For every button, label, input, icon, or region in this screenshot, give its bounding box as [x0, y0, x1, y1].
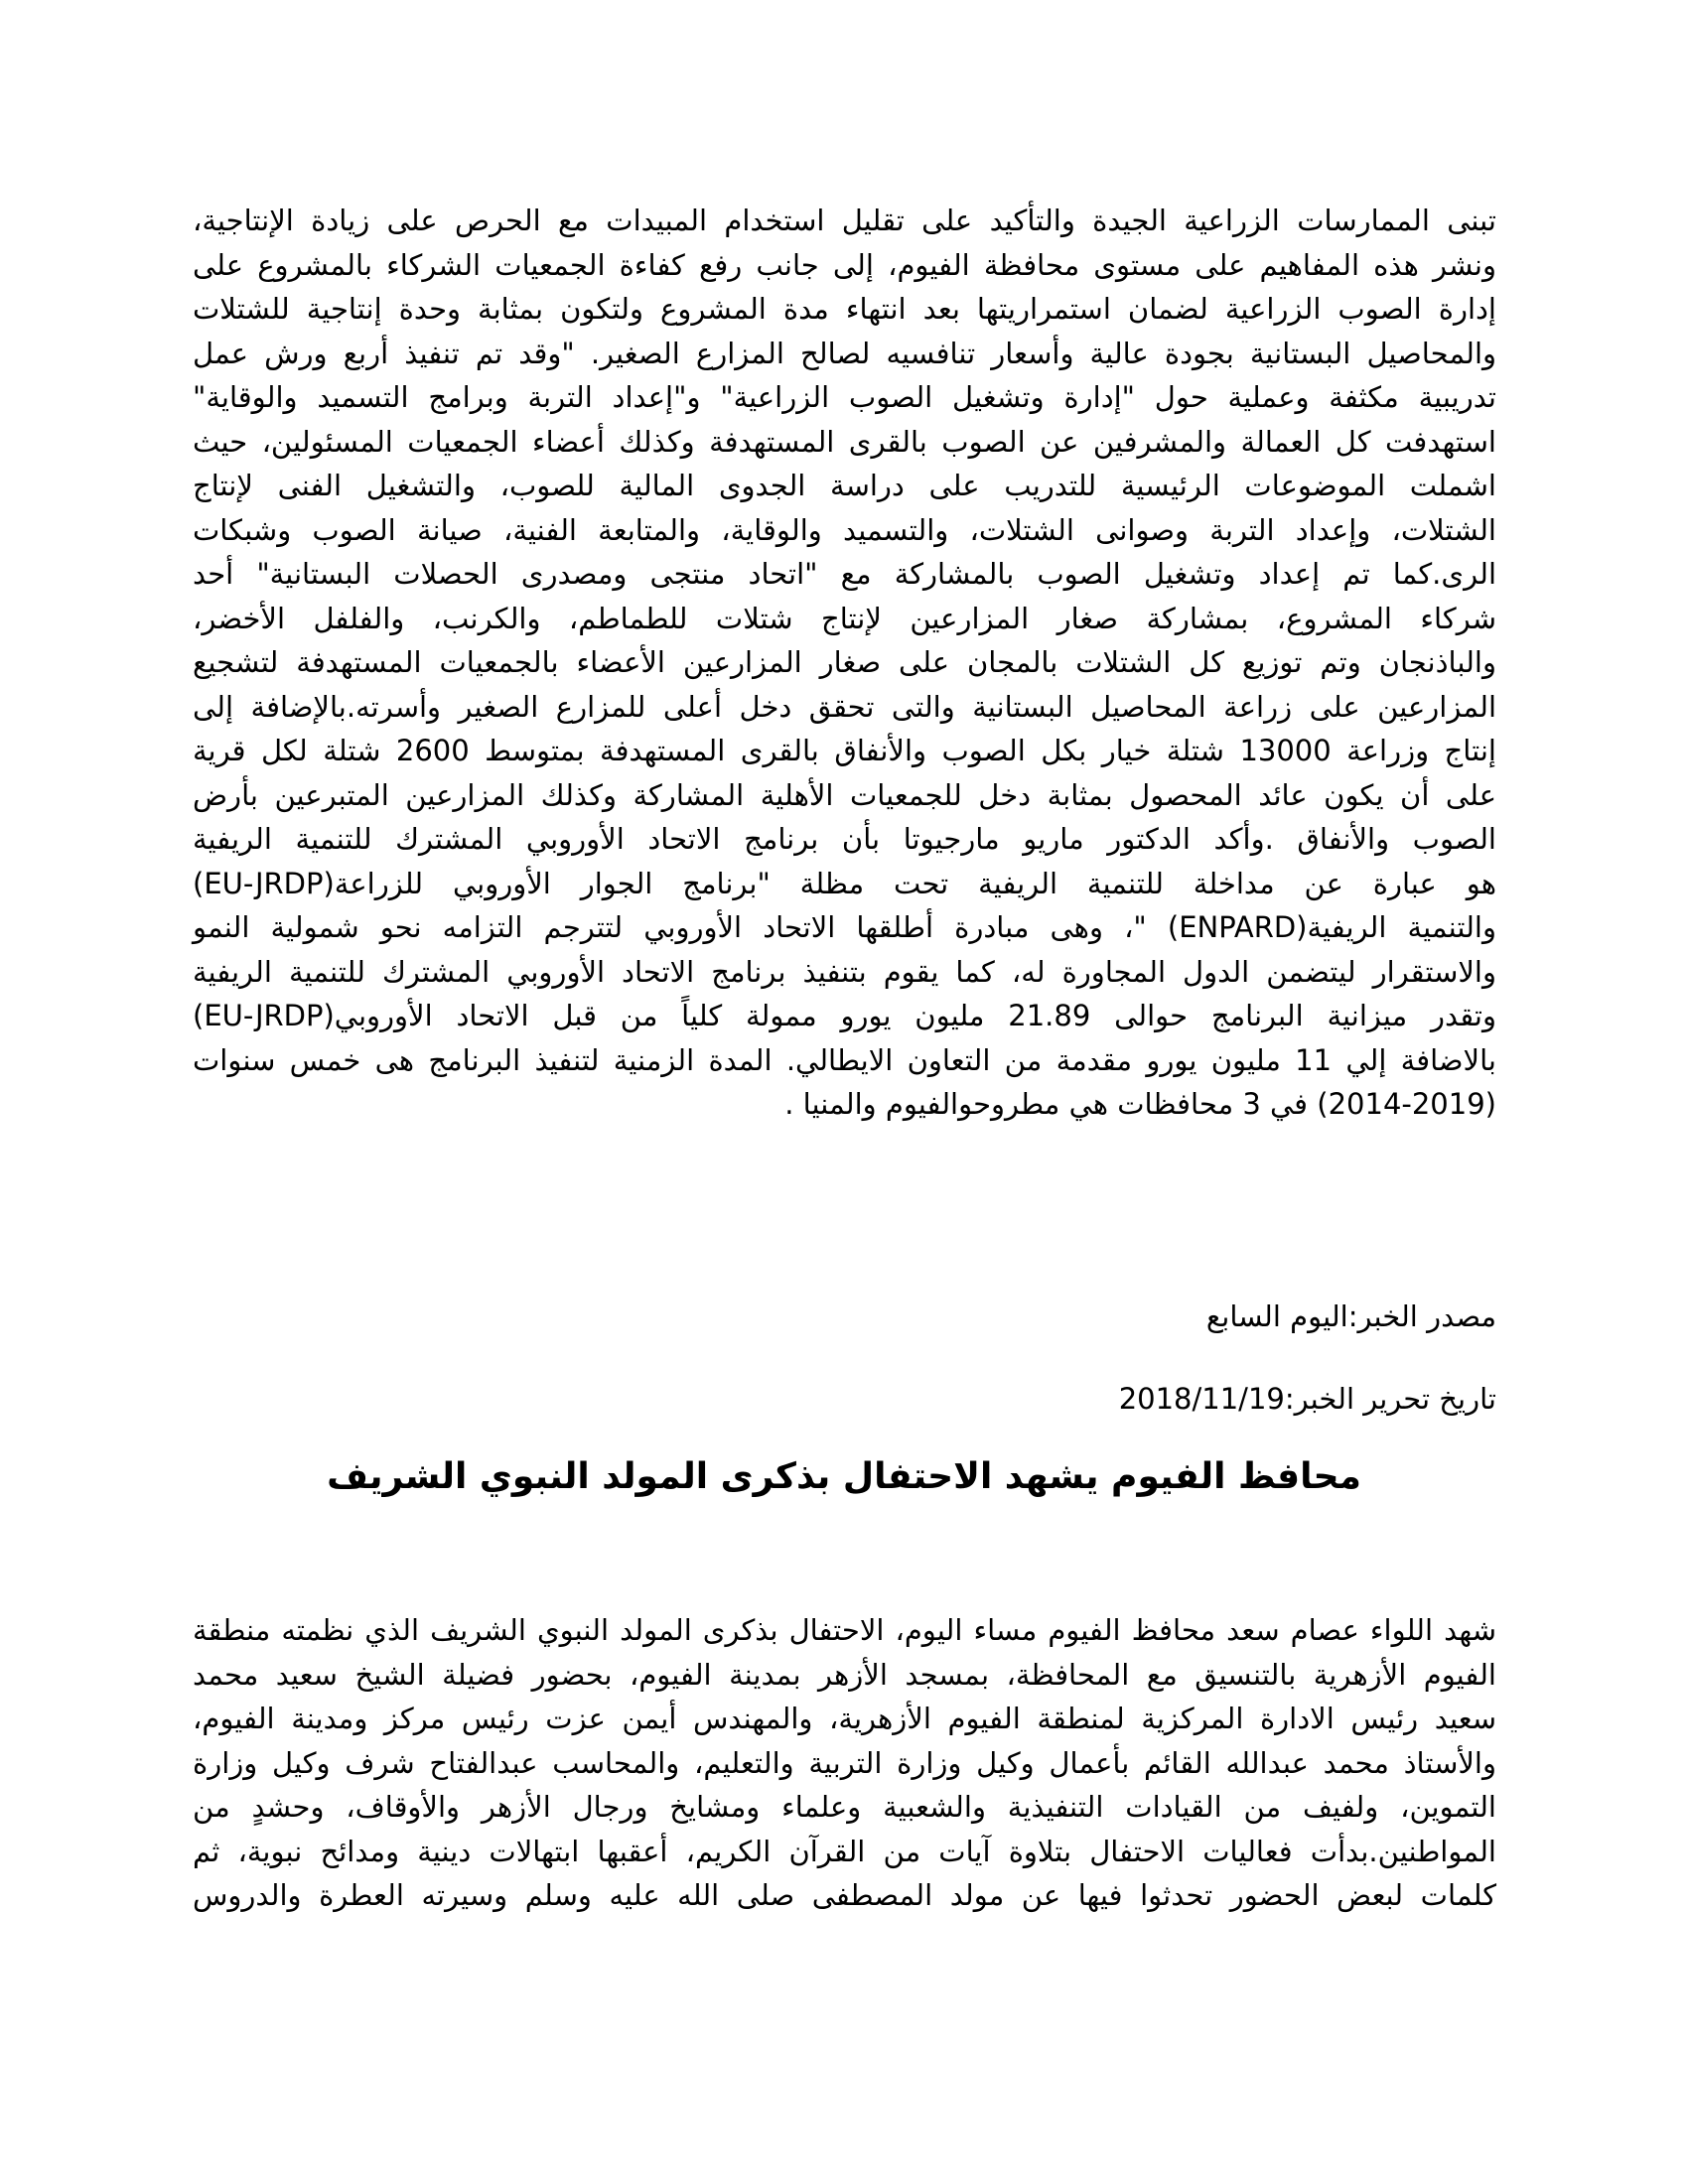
text-line: الشتلات، وإعداد التربة وصوانى الشتلات، والتسميد والوقاية، والمتابعة الفنية، صيانة الصوب وشبكات — [193, 512, 1496, 547]
text-line: تدريبية مكثفة وعملية حول "إدارة وتشغيل الصوب الزراعية" و"إعداد التربة وبرامج التسميد والوقاية" — [193, 380, 1496, 414]
text-line: استهدفت كل العمالة والمشرفين عن الصوب بالقرى المستهدفة وكذلك أعضاء الجمعيات المسئولين، حيث — [193, 424, 1496, 459]
text-line: الرى.كما تم إعداد وتشغيل الصوب بالمشاركة مع "اتحاد منتجى ومصدرى الحصلات البستانية" أحد — [193, 557, 1496, 591]
article-paragraph-2 — [193, 1608, 1496, 1918]
text-line: الصوب والأنفاق .وأكد الدكتور ماريو مارجيوتا بأن برنامج الاتحاد الأوروبي المشترك للتنمية الريفية — [193, 822, 1496, 856]
article-paragraph-1 — [193, 199, 1496, 1127]
text-line: ونشر هذه المفاهيم على مستوى محافظة الفيوم، إلى جانب رفع كفاءة الجمعيات الشركاء بالمشروع على — [193, 247, 1496, 282]
article-heading: محافظ الفيوم يشهد الاحتفال بذكرى المولد النبوي الشريف — [327, 1456, 1361, 1497]
text-line: المواطنين.بدأت فعاليات الاحتفال بتلاوة آيات من القرآن الكريم، أعقبها ابتهالات دينية ومدائح نبوية، ثم — [193, 1834, 1496, 1868]
text-line: (2014-2019) في 3 محافظات هي مطروحوالفيوم والمنيا . — [784, 1087, 1496, 1121]
news-source: مصدر الخبر:اليوم السابع — [1205, 1299, 1496, 1333]
news-date: تاريخ تحرير الخبر:2018/11/19 — [1118, 1382, 1496, 1416]
text-line: التموين، ولفيف من القيادات التنفيذية والشعبية وعلماء ومشايخ ورجال الأزهر والأوقاف، وحشدٍ من — [193, 1790, 1496, 1824]
text-line: والتنمية الريفية(ENPARD) "، وهى مبادرة أطلقها الاتحاد الأوروبي لتترجم التزامه نحو شمولية النمو — [193, 910, 1496, 944]
text-line: إنتاج وزراعة 13000 شتلة خيار بكل الصوب والأنفاق بالقرى المستهدفة بمتوسط 2600 شتلة لكل قرية — [193, 734, 1496, 767]
text-line: إدارة الصوب الزراعية لضمان استمراريتها بعد انتهاء مدة المشروع ولتكون بمثابة وحدة إنتاجية للشتلات — [193, 292, 1496, 326]
text-line: والاستقرار ليتضمن الدول المجاورة له، كما يقوم بتنفيذ برنامج الاتحاد الأوروبي المشترك للتنمية الريفية — [193, 954, 1496, 989]
text-line: سعيد رئيس الادارة المركزية لمنطقة الفيوم الأزهرية، والمهندس أيمن عزت رئيس مركز ومدينة الفيوم، — [193, 1702, 1496, 1735]
text-line: المزارعين على زراعة المحاصيل البستانية والتى تحقق دخل أعلى للمزارع الصغير وأسرته.بالإضافة إلى — [193, 689, 1496, 724]
text-line: والمحاصيل البستانية بجودة عالية وأسعار تنافسيه لصالح المزارع الصغير. "وقد تم تنفيذ أربع ورش عمل — [193, 336, 1496, 370]
text-line: شركاء المشروع، بمشاركة صغار المزارعين لإنتاج شتلات للطماطم، والكرنب، والفلفل الأخضر، — [193, 601, 1496, 635]
text-line: تبنى الممارسات الزراعية الجيدة والتأكيد على تقليل استخدام المبيدات مع الحرص على زيادة الإنتاجية، — [193, 204, 1496, 237]
text-line: على أن يكون عائد المحصول بمثابة دخل للجمعيات الأهلية المشاركة وكذلك المزارعين المتبرعين بأرض — [193, 777, 1496, 812]
text-line: والأستاذ محمد عبدالله القائم بأعمال وكيل وزارة التربية والتعليم، والمحاسب عبدالفتاح شرف وكيل وزارة — [193, 1745, 1496, 1780]
text-line: اشملت الموضوعات الرئيسية للتدريب على دراسة الجدوى المالية للصوب، والتشغيل الفنى لإنتاج — [193, 469, 1496, 502]
text-line: والباذنجان وتم توزيع كل الشتلات بالمجان على صغار المزارعين الأعضاء بالجمعيات المستهدفة لتشجيع — [193, 645, 1496, 679]
text-line: الفيوم الأزهرية بالتنسيق مع المحافظة، بمسجد الأزهر بمدينة الفيوم، بحضور فضيلة الشيخ سعيد محمد — [193, 1657, 1496, 1692]
text-line: (EU-JRDP)وتقدر ميزانية البرنامج حوالى 21.89 مليون يورو ممولة كلياً من قبل الاتحاد الأوروبي — [193, 999, 1496, 1032]
text-line: بالاضافة إلي 11 مليون يورو مقدمة من التعاون الايطالي. المدة الزمنية لتنفيذ البرنامج هى خمس سنوات — [193, 1042, 1496, 1077]
text-line: (EU-JRDP)هو عبارة عن مداخلة للتنمية الريفية تحت مظلة "برنامج الجوار الأوروبي للزراعة — [193, 866, 1496, 900]
text-line: شهد اللواء عصام سعد محافظ الفيوم مساء اليوم، الاحتفال بذكرى المولد النبوي الشريف الذي نظمته منطقة — [193, 1613, 1496, 1647]
text-line: كلمات لبعض الحضور تحدثوا فيها عن مولد المصطفى صلى الله عليه وسلم وسيرته العطرة والدروس — [193, 1878, 1496, 1912]
